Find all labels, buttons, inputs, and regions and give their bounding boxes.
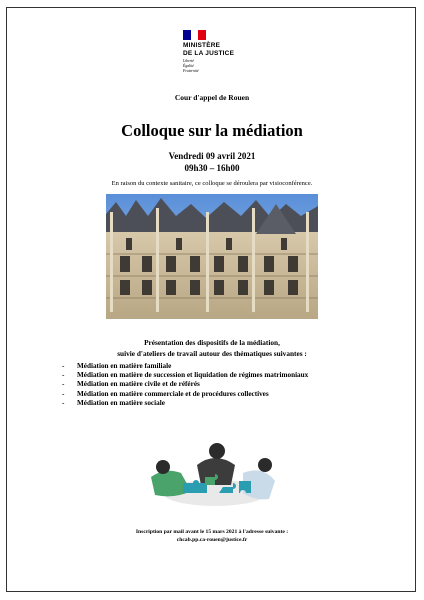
list-item bbox=[62, 371, 308, 380]
intro-text bbox=[0, 337, 424, 359]
list-bullet: - bbox=[62, 398, 65, 407]
ministry-logo bbox=[183, 30, 253, 74]
list-item bbox=[62, 399, 308, 408]
theme-label: Médiation en matière de succession et liquidation de régimes matrimoniaux bbox=[77, 371, 309, 380]
theme-label: Médiation en matière commerciale et de procédures collectives bbox=[77, 389, 269, 398]
list-bullet: - bbox=[62, 389, 65, 398]
list-item bbox=[62, 390, 308, 399]
mediation-illustration bbox=[147, 437, 282, 509]
list-item bbox=[62, 362, 308, 371]
courthouse-photo bbox=[106, 194, 318, 319]
theme-label: Médiation en matière civile et de référés bbox=[77, 380, 200, 389]
list-item bbox=[62, 380, 308, 389]
ministry-name-line2: DE LA JUSTICE bbox=[183, 49, 235, 57]
list-bullet: - bbox=[62, 380, 65, 389]
event-title: Colloque sur la médiation bbox=[121, 121, 303, 140]
ministry-name-line1: MINISTÈRE bbox=[183, 42, 221, 49]
themes-list bbox=[62, 362, 308, 408]
list-bullet: - bbox=[62, 371, 65, 380]
registration-info bbox=[0, 528, 424, 544]
registration-email[interactable]: chcab.pp.ca-rouen@justice.fr bbox=[176, 537, 248, 543]
french-flag-icon bbox=[183, 30, 206, 40]
court-name: Cour d'appel de Rouen bbox=[174, 93, 250, 102]
registration-text: Inscription par mail avant le 15 mars 2021 à l'adresse suivante : bbox=[135, 529, 289, 535]
event-time: 09h30 – 16h00 bbox=[184, 163, 240, 173]
theme-label: Médiation en matière familiale bbox=[77, 362, 172, 370]
sanitary-notice: En raison du contexte sanitaire, ce colloque se déroulera par visioconférence. bbox=[111, 180, 313, 187]
event-datetime bbox=[0, 150, 424, 174]
intro-line1: Présentation des dispositifs de la médiation, bbox=[144, 338, 280, 347]
event-date: Vendredi 09 avril 2021 bbox=[168, 151, 256, 161]
theme-label: Médiation en matière sociale bbox=[77, 398, 165, 407]
republic-motto: Liberté Égalité Fraternité bbox=[183, 59, 199, 73]
intro-line2: suivie d'ateliers de travail autour des thématiques suivantes : bbox=[117, 349, 307, 358]
list-bullet: - bbox=[62, 362, 65, 370]
